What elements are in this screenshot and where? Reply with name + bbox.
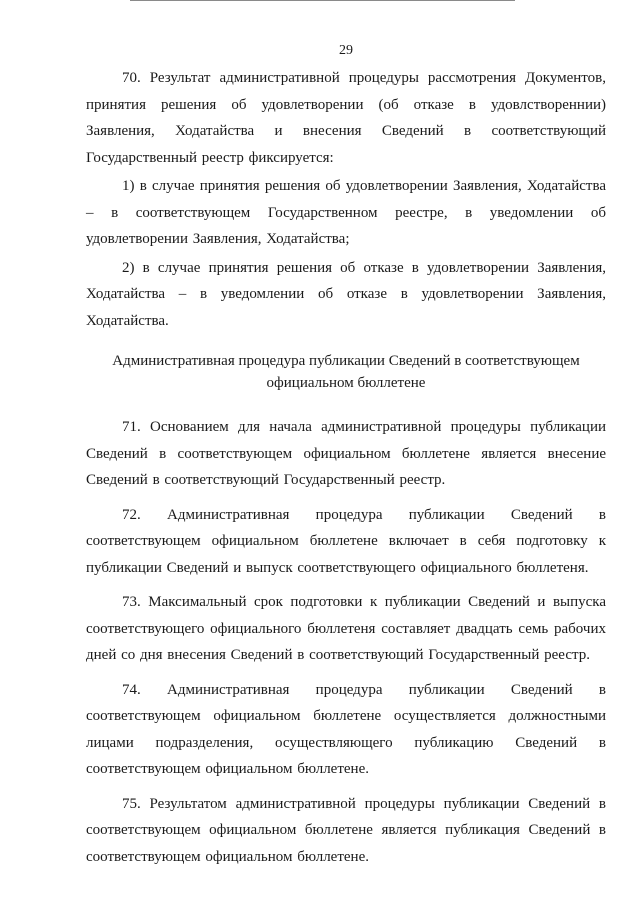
list-item-number: 2): [122, 259, 135, 276]
paragraph-number: 72.: [122, 506, 141, 523]
list-item-text: в случае принятия решения об удовлетворении Заявления, Ходатайства – в соответствующем Государственном реестре, в уведомлении об удовлетворении Заявления, Ходатайства;: [86, 178, 606, 247]
section-heading-line-2: официальном бюллетене: [266, 375, 426, 391]
paragraph-72: [86, 502, 606, 582]
paragraph-75: [86, 791, 606, 871]
paragraph-text: Административная процедура публикации Сведений в соответствующем официальном бюллетене включает в себя подготовку к публикации Сведений и выпуск соответствующего официального бюллетеня.: [86, 506, 606, 576]
list-item-number: 1): [122, 178, 135, 194]
scan-top-edge-line: [130, 0, 515, 1]
section-heading: [86, 350, 606, 394]
paragraph-70: [86, 65, 606, 171]
paragraph-number: 74.: [122, 681, 141, 698]
section-heading-line-1: Административная процедура публикации Сведений в соответствующем: [112, 353, 580, 369]
paragraph-74: [86, 677, 606, 783]
paragraph-text: Результат административной процедуры рассмотрения Документов, принятия решения об удовлетворении (об отказе в удовлствореннии) Заявления, Ходатайства и внесения Сведений в соответствующий Государственный реестр фиксируется:: [86, 70, 606, 166]
paragraph-text: Административная процедура публикации Сведений в соответствующем официальном бюллетене осуществляется должностными лицами подразделения, осуществляющего публикацию Сведений в соответствующем официальном бюллетене.: [86, 681, 606, 777]
paragraph-number: 75.: [122, 795, 141, 812]
paragraph-73: [86, 589, 606, 669]
paragraph-70-item-1: [86, 173, 606, 253]
document-page: [86, 40, 606, 870]
paragraph-70-item-2: [86, 255, 606, 335]
paragraph-71: [86, 414, 606, 494]
page-number: 29: [339, 43, 353, 58]
paragraph-text: Результатом административной процедуры публикации Сведений в соответствующем официальном бюллетене является публикация Сведений в соответствующем официальном бюллетене.: [86, 795, 606, 865]
paragraph-number: 73.: [122, 594, 141, 610]
paragraph-text: Максимальный срок подготовки к публикации Сведений и выпуска соответствующего официального бюллетеня составляет двадцать семь рабочих дней со дня внесения Сведений в соответствующий Государственный реестр.: [86, 594, 607, 663]
paragraph-number: 70.: [122, 70, 141, 86]
list-item-text: в случае принятия решения об отказе в удовлетворении Заявления, Ходатайства – в уведомлении об отказе в удовлетворении Заявления, Ходатайства.: [86, 259, 606, 329]
paragraph-number: 71.: [122, 419, 141, 435]
paragraph-text: Основанием для начала административной процедуры публикации Сведений в соответствующем официальном бюллетене является внесение Сведений в соответствующий Государственный реестр.: [86, 419, 607, 488]
